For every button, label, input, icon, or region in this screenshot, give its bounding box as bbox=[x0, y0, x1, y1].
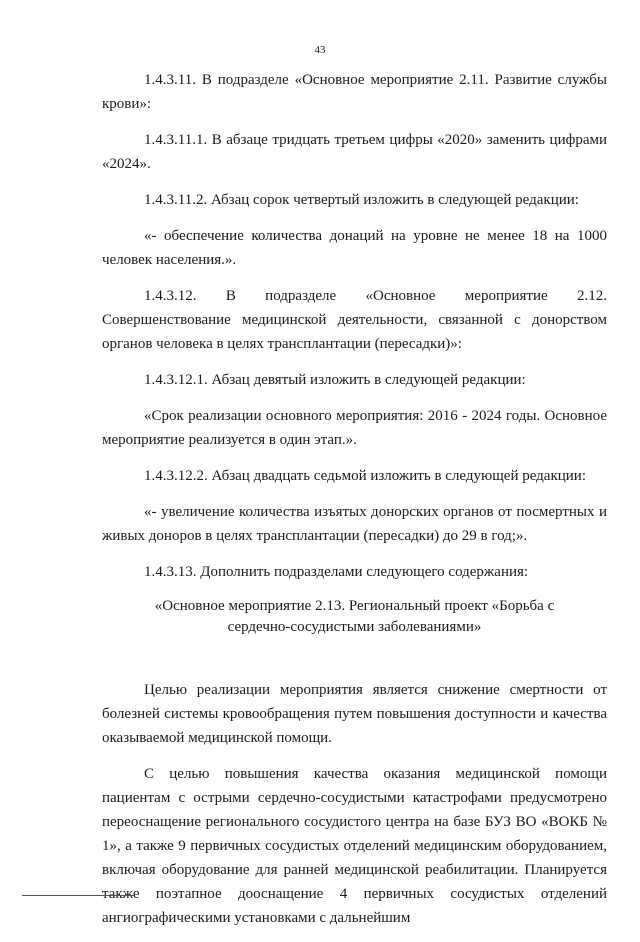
document-body bbox=[102, 68, 607, 942]
paragraph: С целью повышения качества оказания медицинской помощи пациентам с острыми сердечно-сосудистыми катастрофами предусмотрено переоснащение регионального сосудистого центра на базе БУЗ ВО «ВОКБ № 1», а также 9 первичных сосудистых отделений медицинским оборудованием, включая оборудование для ранней медицинской реабилитации. Планируется также поэтапное дооснащение 4 первичных сосудистых отделений ангиографическими установками с дальнейшим bbox=[102, 766, 607, 926]
paragraph: «- обеспечение количества донаций на уровне не менее 18 на 1000 человек населения.». bbox=[102, 228, 607, 268]
section-gap bbox=[102, 638, 607, 678]
paragraph: 1.4.3.12.1. Абзац девятый изложить в следующей редакции: bbox=[144, 372, 526, 388]
paragraph: 1.4.3.12. В подразделе «Основное мероприятие 2.12. Совершенствование медицинской деятельности, связанной с донорством органов человека в целях трансплантации (пересадки)»: bbox=[102, 288, 607, 352]
paragraph: «Срок реализации основного мероприятия: 2016 - 2024 годы. Основное мероприятие реализуется в один этап.». bbox=[102, 408, 607, 448]
paragraph: 1.4.3.11.1. В абзаце тридцать третьем цифры «2020» заменить цифрами «2024». bbox=[102, 132, 607, 172]
paragraph: 1.4.3.12.2. Абзац двадцать седьмой изложить в следующей редакции: bbox=[144, 468, 587, 484]
paragraph: 1.4.3.13. Дополнить подразделами следующего содержания: bbox=[144, 564, 529, 580]
paragraph: «- увеличение количества изъятых донорских органов от посмертных и живых доноров в целях трансплантации (пересадки) до 29 в год;». bbox=[102, 504, 607, 544]
paragraph: Целью реализации мероприятия является снижение смертности от болезней системы кровообращения путем повышения доступности и качества оказываемой медицинской помощи. bbox=[102, 682, 607, 746]
paragraph: 1.4.3.11.2. Абзац сорок четвертый изложить в следующей редакции: bbox=[144, 192, 579, 208]
paragraph: 1.4.3.11. В подразделе «Основное мероприятие 2.11. Развитие службы крови»: bbox=[102, 72, 607, 112]
page-number: 43 bbox=[314, 44, 326, 56]
section-heading: «Основное мероприятие 2.13. Региональный проект «Борьба с сердечно-сосудистыми заболеваниями» bbox=[154, 598, 555, 635]
footnote-separator-line bbox=[22, 895, 134, 896]
